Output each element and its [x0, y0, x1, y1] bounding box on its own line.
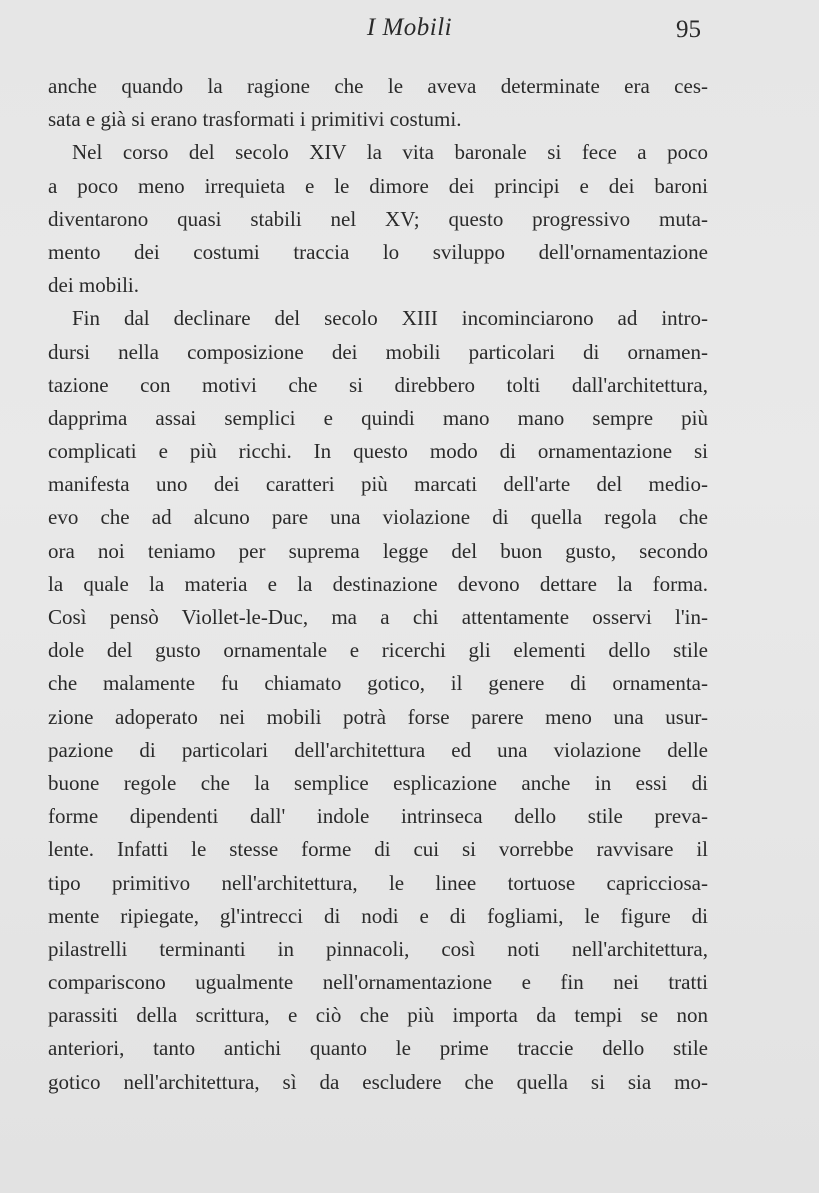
text-line: parassiti della scrittura, e ciò che più importa da tempi se non	[48, 1003, 708, 1028]
text-line: dei mobili.	[48, 273, 139, 298]
text-line: zione adoperato nei mobili potrà forse parere meno una usur-	[48, 704, 708, 729]
text-line: dapprima assai semplici e quindi mano mano sempre più	[48, 405, 708, 430]
text-line: dole del gusto ornamentale e ricerchi gli elementi dello stile	[48, 638, 708, 663]
text-line: a poco meno irrequieta e le dimore dei principi e dei baroni	[48, 173, 708, 198]
text-line: pazione di particolari dell'architettura ed una violazione delle	[48, 737, 708, 762]
running-title: I Mobili	[366, 14, 453, 41]
text-line: buone regole che la semplice esplicazione anche in essi di	[48, 770, 708, 795]
text-line: tipo primitivo nell'architettura, le linee tortuose capricciosa-	[48, 870, 708, 895]
body-text	[48, 70, 708, 1099]
paragraph-first-line: Nel corso del secolo XIV la vita baronale si fece a poco	[72, 140, 708, 165]
text-line: sata e già si erano trasformati i primitivi costumi.	[48, 107, 462, 132]
text-line: Così pensò Viollet-le-Duc, ma a chi attentamente osservi l'in-	[48, 605, 708, 629]
text-line: gotico nell'architettura, sì da escludere che quella si sia mo-	[48, 1069, 708, 1094]
text-line: lente. Infatti le stesse forme di cui si vorrebbe ravvisare il	[48, 837, 708, 862]
text-line: manifesta uno dei caratteri più marcati dell'arte del medio-	[48, 472, 708, 497]
text-line: mente ripiegate, gl'intrecci di nodi e di fogliami, le figure di	[48, 903, 708, 928]
page-number: 95	[676, 16, 701, 43]
text-line: complicati e più ricchi. In questo modo di ornamentazione si	[48, 439, 708, 464]
paragraph-first-line: Fin dal declinare del secolo XIII incominciarono ad intro-	[72, 306, 708, 331]
text-line: che malamente fu chiamato gotico, il genere di ornamenta-	[48, 671, 708, 696]
text-line: tazione con motivi che si direbbero tolti dall'architettura,	[48, 372, 708, 397]
text-line: ora noi teniamo per suprema legge del buon gusto, secondo	[48, 538, 708, 563]
text-line: compariscono ugualmente nell'ornamentazione e fin nei tratti	[48, 970, 708, 995]
running-head	[0, 14, 819, 54]
text-line: forme dipendenti dall' indole intrinseca dello stile preva-	[48, 804, 708, 829]
text-line: dursi nella composizione dei mobili particolari di ornamen-	[48, 339, 708, 364]
text-line: evo che ad alcuno pare una violazione di quella regola che	[48, 505, 708, 530]
text-line: la quale la materia e la destinazione devono dettare la forma.	[48, 571, 708, 596]
text-line: diventarono quasi stabili nel XV; questo progressivo muta-	[48, 206, 708, 231]
text-line: mento dei costumi traccia lo sviluppo dell'ornamentazione	[48, 239, 708, 264]
text-line: anche quando la ragione che le aveva determinate era ces-	[48, 74, 708, 98]
text-line: anteriori, tanto antichi quanto le prime traccie dello stile	[48, 1036, 708, 1061]
text-line: pilastrelli terminanti in pinnacoli, così noti nell'architettura,	[48, 936, 708, 961]
